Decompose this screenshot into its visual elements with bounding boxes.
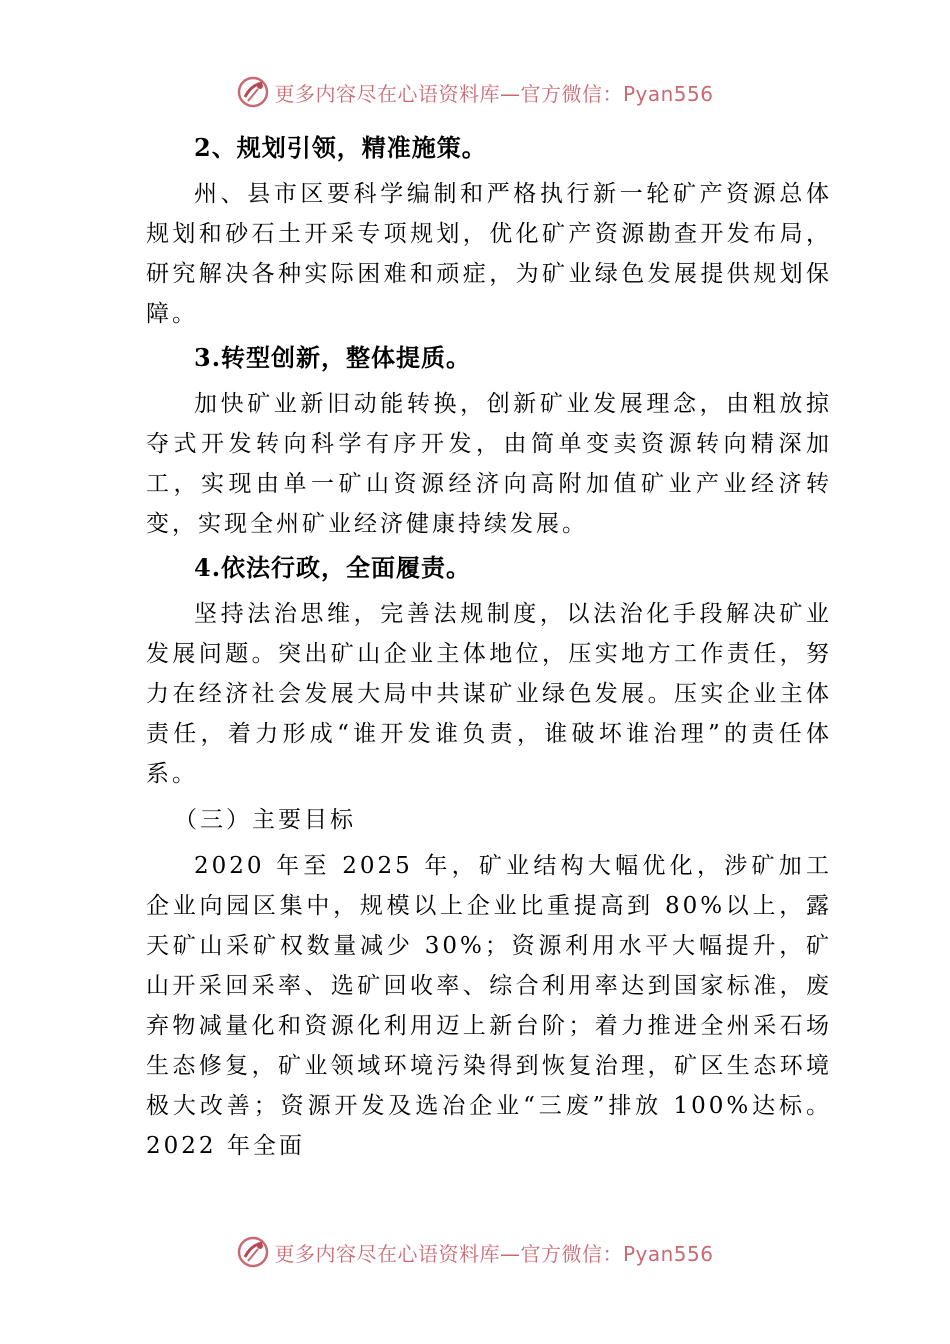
- logo-icon: [236, 1235, 270, 1269]
- section-heading: 3.转型创新，整体提质。: [194, 343, 472, 372]
- section-3: [146, 338, 832, 544]
- section-heading: 4.依法行政，全面履责。: [194, 553, 472, 582]
- watermark-text: 更多内容尽在心语资料库—官方微信：Pyan556: [274, 1241, 714, 1266]
- watermark-footer: [0, 1232, 950, 1272]
- document-body: [146, 124, 832, 1166]
- watermark-text: 更多内容尽在心语资料库—官方微信：Pyan556: [274, 81, 714, 106]
- section-4: [146, 548, 832, 794]
- subsection-paragraph: 2020 年至 2025 年，矿业结构大幅优化，涉矿加工企业向园区集中，规模以上企业比重提高到 80%以上，露天矿山采矿权数量减少 30%；资源利用水平大幅提升，矿山开采回采率、选矿回收率、综合利用率达到国家标准，废弃物减量化和资源化利用迈上新台阶；着力推进全州采石场生态修复，矿业领域环境污染得到恢复治理，矿区生态环境极大改善；资源开发及选冶企业“三废”排放 100%达标。2022 年全面: [146, 853, 832, 1159]
- section-paragraph: 加快矿业新旧动能转换，创新矿业发展理念，由粗放掠夺式开发转向科学有序开发，由简单变卖资源转向精深加工，实现由单一矿山资源经济向高附加值矿业产业经济转变，实现全州矿业经济健康持续发展。: [146, 391, 832, 537]
- watermark-header: [0, 72, 950, 112]
- section-paragraph: 州、县市区要科学编制和严格执行新一轮矿产资源总体规划和砂石土开采专项规划，优化矿产资源勘查开发布局，研究解决各种实际困难和顽症，为矿业绿色发展提供规划保障。: [146, 181, 832, 327]
- section-heading: 2、规划引领，精准施策。: [194, 133, 487, 162]
- section-2: [146, 128, 832, 334]
- logo-icon: [236, 75, 270, 109]
- subsection-title: （三）主要目标: [174, 807, 356, 833]
- section-paragraph: 坚持法治思维，完善法规制度，以法治化手段解决矿业发展问题。突出矿山企业主体地位，压实地方工作责任，努力在经济社会发展大局中共谋矿业绿色发展。压实企业主体责任，着力形成“谁开发谁负责，谁破坏谁治理”的责任体系。: [146, 601, 832, 787]
